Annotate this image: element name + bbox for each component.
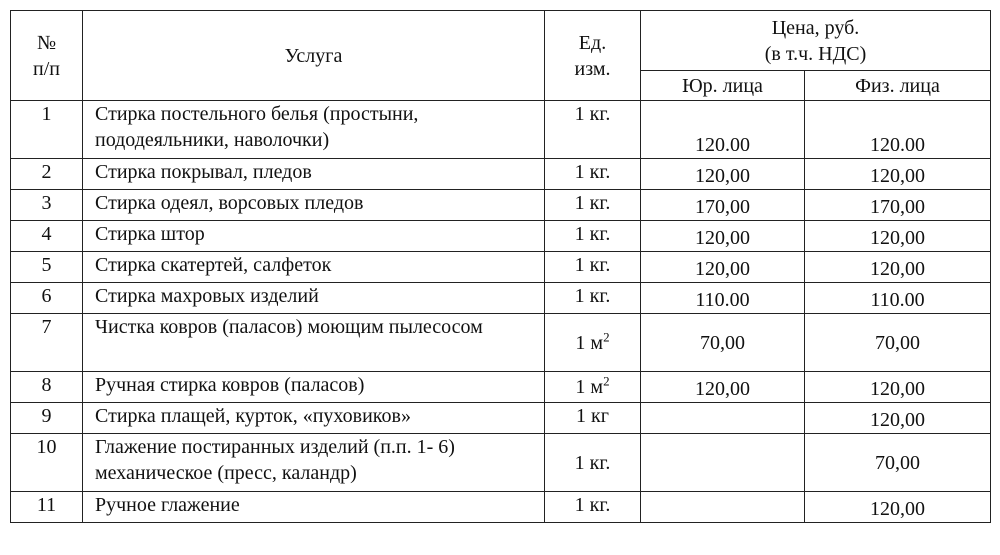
table-row: [11, 314, 991, 372]
row-price-individual: 120,00: [805, 372, 991, 403]
table-row: [11, 159, 991, 190]
row-number: 5: [11, 252, 83, 283]
row-price-individual: 120.00: [805, 101, 991, 159]
row-number: 4: [11, 221, 83, 252]
table-row: [11, 221, 991, 252]
header-unit-line2: изм.: [574, 57, 611, 80]
row-price-legal: 170,00: [641, 190, 805, 221]
row-price-individual: 120,00: [805, 492, 991, 523]
row-price-individual: 170,00: [805, 190, 991, 221]
row-unit: 1 кг.: [545, 434, 641, 492]
row-price-legal: 70,00: [641, 314, 805, 372]
row-service: Ручная стирка ковров (паласов): [83, 372, 545, 403]
row-number: 1: [11, 101, 83, 159]
row-service: Глажение постиранных изделий (п.п. 1- 6) механическое (пресс, каландр): [83, 434, 545, 492]
row-service: Стирка одеял, ворсовых пледов: [83, 190, 545, 221]
row-unit-text: 1 м: [575, 331, 604, 354]
header-unit: [545, 11, 641, 101]
row-price-individual: 110.00: [805, 283, 991, 314]
row-unit: 1 кг.: [545, 101, 641, 159]
row-price-legal: 120,00: [641, 159, 805, 190]
row-service: Стирка покрывал, пледов: [83, 159, 545, 190]
row-number: 11: [11, 492, 83, 523]
table-row: [11, 190, 991, 221]
table-row: [11, 372, 991, 403]
row-number: 8: [11, 372, 83, 403]
row-price-legal: [641, 403, 805, 434]
row-unit-exponent: 2: [603, 373, 610, 389]
row-service: Стирка плащей, курток, «пуховиков»: [83, 403, 545, 434]
header-legal-entities: Юр. лица: [641, 71, 805, 101]
row-service: Стирка штор: [83, 221, 545, 252]
row-service: Стирка скатертей, салфеток: [83, 252, 545, 283]
row-number: 3: [11, 190, 83, 221]
header-number-line2: п/п: [33, 57, 60, 80]
header-unit-line1: Ед.: [578, 31, 607, 54]
row-number: 10: [11, 434, 83, 492]
row-price-individual: 70,00: [805, 434, 991, 492]
table-row: [11, 492, 991, 523]
row-price-legal: [641, 492, 805, 523]
row-unit: 1 кг.: [545, 252, 641, 283]
row-unit-text: 1 м: [575, 376, 604, 398]
row-price-individual: 70,00: [805, 314, 991, 372]
row-price-individual: 120,00: [805, 252, 991, 283]
row-unit: 1 кг: [545, 403, 641, 434]
table-row: [11, 101, 991, 159]
row-price-legal: 120,00: [641, 221, 805, 252]
row-unit: 1 кг.: [545, 159, 641, 190]
row-price-legal: 110.00: [641, 283, 805, 314]
row-service: Ручное глажение: [83, 492, 545, 523]
row-unit: 1 кг.: [545, 492, 641, 523]
row-price-legal: 120,00: [641, 252, 805, 283]
row-price-legal: [641, 434, 805, 492]
row-number: 6: [11, 283, 83, 314]
row-unit: [545, 314, 641, 372]
row-price-individual: 120,00: [805, 403, 991, 434]
table-row: [11, 252, 991, 283]
header-price-line1: Цена, руб.: [771, 16, 860, 39]
row-unit: 1 кг.: [545, 221, 641, 252]
row-price-individual: 120,00: [805, 221, 991, 252]
row-unit: 1 кг.: [545, 190, 641, 221]
header-price: [641, 11, 991, 71]
row-unit: 1 кг.: [545, 283, 641, 314]
header-individuals: Физ. лица: [805, 71, 991, 101]
row-unit: [545, 372, 641, 403]
row-service: Чистка ковров (паласов) моющим пылесосом: [83, 314, 545, 372]
table-row: [11, 434, 991, 492]
header-service: Услуга: [83, 11, 545, 101]
table-row: [11, 403, 991, 434]
laundry-price-table: [10, 10, 991, 523]
row-service: Стирка постельного белья (простыни, пододеяльники, наволочки): [83, 101, 545, 159]
row-number: 2: [11, 159, 83, 190]
header-price-line2: (в т.ч. НДС): [764, 42, 867, 65]
row-price-individual: 120,00: [805, 159, 991, 190]
row-price-legal: 120,00: [641, 372, 805, 403]
row-unit-exponent: 2: [603, 328, 610, 344]
row-number: 7: [11, 314, 83, 372]
row-number: 9: [11, 403, 83, 434]
table-row: [11, 283, 991, 314]
header-number: [11, 11, 83, 101]
header-number-line1: №: [36, 31, 57, 54]
row-service: Стирка махровых изделий: [83, 283, 545, 314]
row-price-legal: 120.00: [641, 101, 805, 159]
